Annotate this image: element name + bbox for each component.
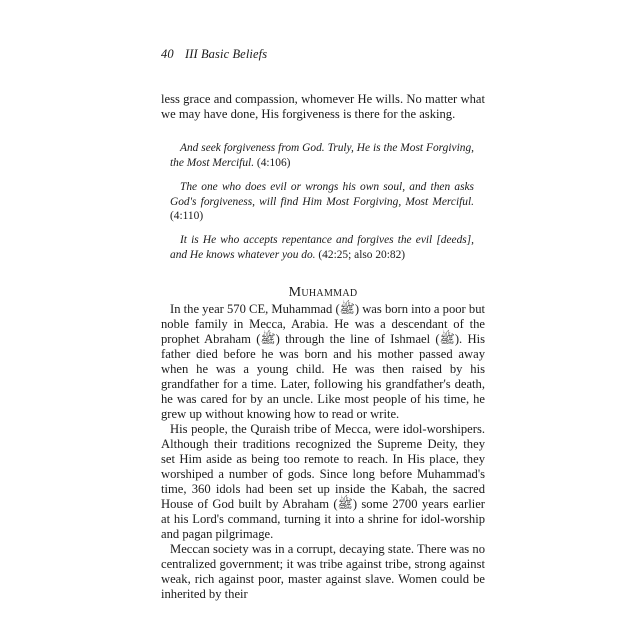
quote-2-ref: (4:110)	[170, 210, 204, 222]
quote-2-text: The one who does evil or wrongs his own soul, and then asks God's forgiveness, will find Him Most Forgiving, Most Merciful.	[170, 181, 474, 208]
quote-3	[170, 233, 474, 262]
quote-1-text: And seek forgiveness from God. Truly, He is the Most Forgiving, the Most Merciful.	[170, 142, 474, 169]
page-number: 40	[161, 47, 174, 61]
quote-3-text: It is He who accepts repentance and forgives the evil [deeds], and He knows whatever you do.	[170, 234, 474, 261]
intro-block	[161, 92, 485, 122]
running-header	[161, 47, 267, 62]
paragraph-2: His people, the Quraish tribe of Mecca, were idol-worshipers. Although their traditions recognized the Supreme Deity, they set Him aside as being too remote to reach. In His place, they worshiped a number of gods. Since long before Muhammad's time, 360 idols had been set up inside the Kabah, the sacred House of God built by Abraham (ﷺ) some 2700 years earlier at his Lord's command, turning it into a shrine for idol-worship and pagan pilgrimage.	[161, 422, 485, 541]
paragraph-1: In the year 570 CE, Muhammad (ﷺ) was born into a poor but noble family in Mecca, Arabia. He was a descendant of the prophet Abraham (ﷺ) through the line of Ishmael (ﷺ). His father died before he was born and his mother passed away when he was a young child. He was then raised by his grandfather for a time. Later, following his grandfather's death, he was cared for by an uncle. Like most people of his time, he grew up without knowing how to read or write.	[161, 302, 485, 421]
body-text	[161, 302, 485, 602]
quote-1	[170, 141, 474, 170]
section-heading: Muhammad	[288, 285, 358, 300]
quote-3-ref: (42:25; also 20:82)	[318, 248, 406, 261]
paragraph-3: Meccan society was in a corrupt, decaying state. There was no centralized government; it was tribe against tribe, strong against weak, rich against poor, master against slave. Women could be inherited by their	[161, 542, 485, 601]
running-title: III Basic Beliefs	[184, 47, 268, 61]
quote-2	[170, 180, 474, 224]
intro-paragraph: less grace and compassion, whomever He wills. No matter what we may have done, His forgiveness is there for the asking.	[161, 92, 485, 121]
quote-1-ref: (4:106)	[256, 156, 291, 169]
